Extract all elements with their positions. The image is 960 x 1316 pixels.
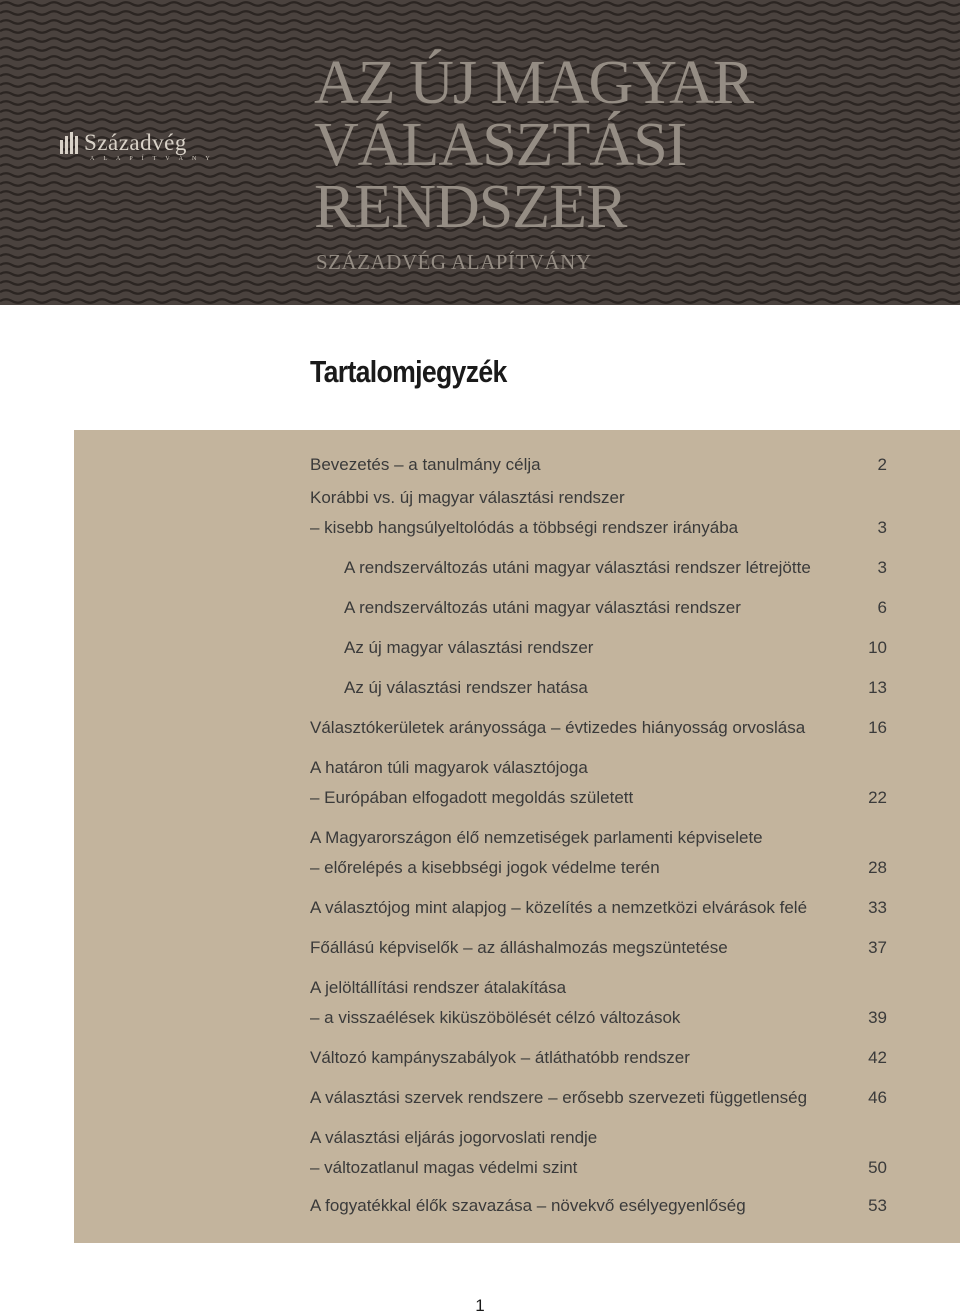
toc-entry-title[interactable]: A rendszerváltozás utáni magyar választási rendszer	[344, 598, 741, 617]
toc-entry-title[interactable]: A választási szervek rendszere – erősebb szervezeti függetlenség	[310, 1088, 808, 1107]
toc-entry-title[interactable]: Az új választási rendszer hatása	[344, 678, 588, 697]
toc-entry-title[interactable]: – a visszaélések kiküszöbölését célzó változások	[310, 1008, 681, 1027]
page-number: 1	[475, 1296, 485, 1315]
toc-entry-title[interactable]: Változó kampányszabályok – átláthatóbb rendszer	[310, 1048, 690, 1067]
toc-entry-title[interactable]: – változatlanul magas védelmi szint	[310, 1158, 578, 1177]
toc-entry-title[interactable]: A választójog mint alapjog – közelítés a nemzetközi elvárások felé	[310, 898, 808, 917]
wave-line	[0, 29, 960, 33]
wave-line	[0, 299, 960, 303]
toc-panel	[74, 430, 960, 1243]
toc-entry-title[interactable]: Bevezetés – a tanulmány célja	[310, 455, 541, 474]
cover-title-line: AZ ÚJ MAGYAR	[314, 49, 754, 117]
toc-entry-page[interactable]: 50	[868, 1158, 887, 1177]
cover-title-line: RENDSZER	[314, 173, 627, 241]
toc-entry-page[interactable]: 39	[868, 1008, 887, 1027]
logo-wordmark: Századvég	[84, 130, 187, 155]
toc-entry-page[interactable]: 16	[868, 718, 887, 737]
toc-entry-page[interactable]: 6	[877, 598, 887, 617]
toc-heading: Tartalomjegyzék	[310, 354, 507, 389]
wave-line	[0, 2, 960, 6]
wave-line	[0, 11, 960, 15]
toc-entry-title[interactable]: A határon túli magyarok választójoga	[310, 758, 588, 777]
toc-entry-page[interactable]: 37	[868, 938, 887, 957]
wave-line	[0, 290, 960, 294]
toc-entry-title[interactable]: – Európában elfogadott megoldás született	[310, 788, 634, 807]
toc-entry-page[interactable]: 13	[868, 678, 887, 697]
toc-entry-title[interactable]: A jelöltállítási rendszer átalakítása	[310, 978, 567, 997]
toc-entry-title[interactable]: A Magyarországon élő nemzetiségek parlamenti képviselete	[310, 828, 763, 847]
toc-entry-page[interactable]: 53	[868, 1196, 887, 1215]
toc-entry-title[interactable]: Az új magyar választási rendszer	[344, 638, 594, 657]
wave-line	[0, 281, 960, 285]
wave-line	[0, 38, 960, 42]
wave-line	[0, 20, 960, 24]
toc-entry-title[interactable]: Főállású képviselők – az álláshalmozás megszüntetése	[310, 938, 728, 957]
toc-entry-page[interactable]: 22	[868, 788, 887, 807]
cover-subtitle: SZÁZADVÉG ALAPÍTVÁNY	[316, 250, 592, 274]
toc-entry-page[interactable]: 42	[868, 1048, 887, 1067]
toc-entry-page[interactable]: 2	[877, 455, 887, 474]
toc-entry-title[interactable]: – előrelépés a kisebbségi jogok védelme terén	[310, 858, 660, 877]
cover-title	[314, 49, 754, 241]
toc-entry-page[interactable]: 33	[868, 898, 887, 917]
toc-entry-page[interactable]: 3	[877, 518, 887, 537]
logo-columns-icon	[60, 132, 82, 154]
szazadveg-logo	[60, 128, 230, 168]
toc-entry-page[interactable]: 28	[868, 858, 887, 877]
toc-entry-title[interactable]: – kisebb hangsúlyeltolódás a többségi rendszer irányába	[310, 518, 739, 537]
logo-subtext: ALAPÍTVÁNY	[90, 156, 219, 162]
toc-entry-title[interactable]: A fogyatékkal élők szavazása – növekvő esélyegyenlőség	[310, 1196, 746, 1215]
toc-entry-title[interactable]: A választási eljárás jogorvoslati rendje	[310, 1128, 598, 1147]
toc-entry-title[interactable]: A rendszerváltozás utáni magyar választási rendszer létrejötte	[344, 558, 811, 577]
toc-entry-page[interactable]: 3	[877, 558, 887, 577]
toc-entry-title[interactable]: Választókerületek arányossága – évtizedes hiányosság orvoslása	[310, 718, 806, 737]
cover-title-line: VÁLASZTÁSI	[314, 111, 687, 179]
cover-banner	[0, 0, 960, 305]
toc-entry-page[interactable]: 46	[868, 1088, 887, 1107]
toc-entry-title[interactable]: Korábbi vs. új magyar választási rendszer	[310, 488, 625, 507]
toc-entry-page[interactable]: 10	[868, 638, 887, 657]
wave-line	[0, 245, 960, 249]
